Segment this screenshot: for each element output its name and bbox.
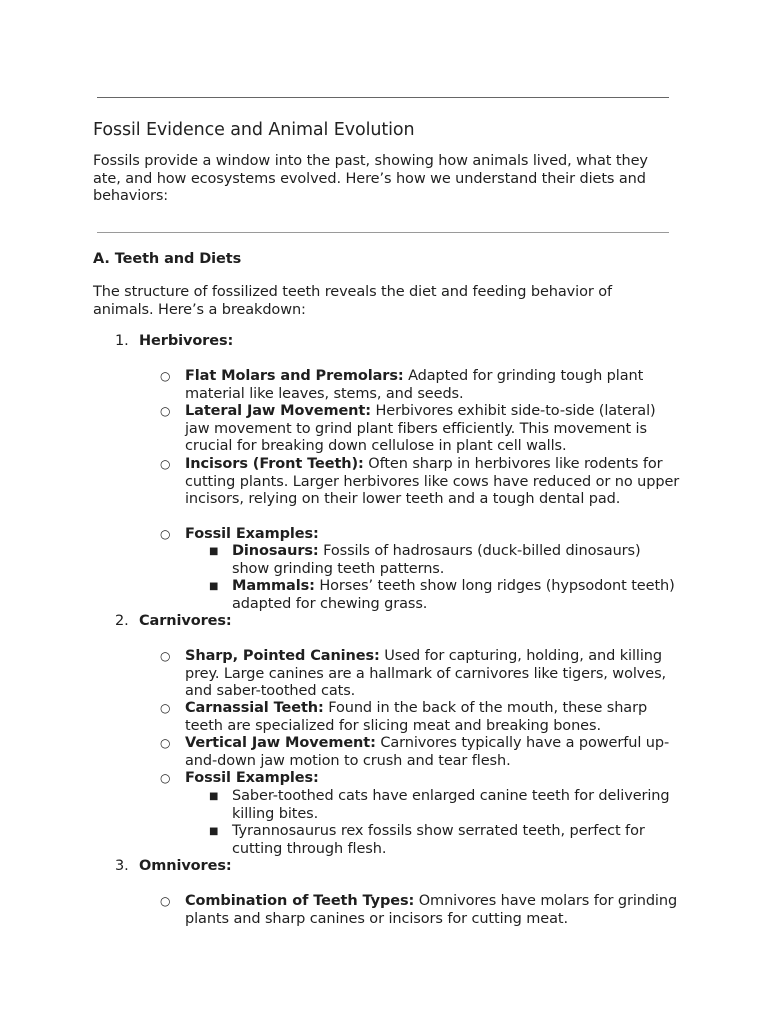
subitem-text: Found in the back of the mouth, these sharp teeth are specialized for slicing meat and breaking bones. bbox=[185, 700, 648, 734]
subitem-text: Omnivores have molars for grinding plants and sharp canines or incisors for cutting meat. bbox=[185, 893, 678, 927]
top-divider bbox=[97, 97, 669, 98]
list-label-carnivores: Carnivores: bbox=[139, 613, 232, 629]
list-label-herbivores: Herbivores: bbox=[139, 333, 234, 349]
square-bullet-icon: ■ bbox=[209, 581, 219, 592]
subitem-term: Fossil Examples: bbox=[185, 526, 319, 542]
example-text: Horses’ teeth show long ridges (hypsodont teeth) adapted for chewing grass. bbox=[232, 578, 675, 612]
list-subitem bbox=[185, 893, 680, 928]
intro-paragraph: Fossils provide a window into the past, showing how animals lived, what they ate, and how ecosystems evolved. Here’s how we understand their diets and behaviors: bbox=[93, 153, 648, 204]
example-item bbox=[232, 578, 682, 613]
list-subitem bbox=[185, 526, 680, 544]
circle-bullet-icon: ○ bbox=[160, 894, 171, 908]
circle-bullet-icon: ○ bbox=[160, 701, 171, 715]
example-item bbox=[232, 543, 682, 578]
list-number: 2. bbox=[115, 613, 129, 629]
circle-bullet-icon: ○ bbox=[160, 771, 171, 785]
subitem-term: Combination of Teeth Types: bbox=[185, 893, 415, 909]
example-text: Fossils of hadrosaurs (duck-billed dinosaurs) show grinding teeth patterns. bbox=[232, 543, 641, 577]
section-intro-paragraph: The structure of fossilized teeth reveals the diet and feeding behavior of animals. Here’s a breakdown: bbox=[93, 284, 612, 318]
subitem-text: Used for capturing, holding, and killing prey. Large canines are a hallmark of carnivores like tigers, wolves, and saber-toothed cats. bbox=[185, 648, 667, 699]
list-label-omnivores: Omnivores: bbox=[139, 858, 232, 874]
list-subitem bbox=[185, 403, 680, 456]
circle-bullet-icon: ○ bbox=[160, 649, 171, 663]
subitem-term: Sharp, Pointed Canines: bbox=[185, 648, 380, 664]
list-subitem bbox=[185, 456, 680, 509]
square-bullet-icon: ■ bbox=[209, 546, 219, 557]
section-divider bbox=[97, 232, 669, 233]
circle-bullet-icon: ○ bbox=[160, 369, 171, 383]
subitem-term: Fossil Examples: bbox=[185, 770, 319, 786]
subitem-term: Vertical Jaw Movement: bbox=[185, 735, 376, 751]
subitem-term: Lateral Jaw Movement: bbox=[185, 403, 371, 419]
square-bullet-icon: ■ bbox=[209, 826, 219, 837]
subitem-text: Often sharp in herbivores like rodents for cutting plants. Larger herbivores like cows have reduced or no upper incisors, relying on their lower teeth and a tough dental pad. bbox=[185, 456, 680, 507]
subitem-text: Carnivores typically have a powerful up-and-down jaw motion to crush and tear flesh. bbox=[185, 735, 670, 769]
circle-bullet-icon: ○ bbox=[160, 457, 171, 471]
example-item bbox=[232, 823, 682, 858]
circle-bullet-icon: ○ bbox=[160, 404, 171, 418]
example-item bbox=[232, 788, 682, 823]
list-number: 1. bbox=[115, 333, 129, 349]
list-subitem bbox=[185, 368, 680, 403]
page-title: Fossil Evidence and Animal Evolution bbox=[93, 120, 415, 140]
section-heading-teeth-and-diets: A. Teeth and Diets bbox=[93, 251, 242, 267]
example-term: Mammals: bbox=[232, 578, 315, 594]
circle-bullet-icon: ○ bbox=[160, 736, 171, 750]
list-number: 3. bbox=[115, 858, 129, 874]
example-text: Saber-toothed cats have enlarged canine teeth for delivering killing bites. bbox=[232, 788, 670, 822]
subitem-term: Flat Molars and Premolars: bbox=[185, 368, 404, 384]
subitem-text: Adapted for grinding tough plant material like leaves, stems, and seeds. bbox=[185, 368, 644, 402]
list-subitem bbox=[185, 770, 680, 788]
subitem-text: Herbivores exhibit side-to-side (lateral) jaw movement to grind plant fibers efficiently. This movement is crucial for breaking down cellulose in plant cell walls. bbox=[185, 403, 656, 454]
subitem-term: Carnassial Teeth: bbox=[185, 700, 324, 716]
square-bullet-icon: ■ bbox=[209, 791, 219, 802]
subitem-term: Incisors (Front Teeth): bbox=[185, 456, 364, 472]
example-term: Dinosaurs: bbox=[232, 543, 319, 559]
list-subitem bbox=[185, 700, 680, 735]
circle-bullet-icon: ○ bbox=[160, 527, 171, 541]
list-subitem bbox=[185, 648, 680, 701]
example-text: Tyrannosaurus rex fossils show serrated teeth, perfect for cutting through flesh. bbox=[232, 823, 645, 857]
list-subitem bbox=[185, 735, 680, 770]
